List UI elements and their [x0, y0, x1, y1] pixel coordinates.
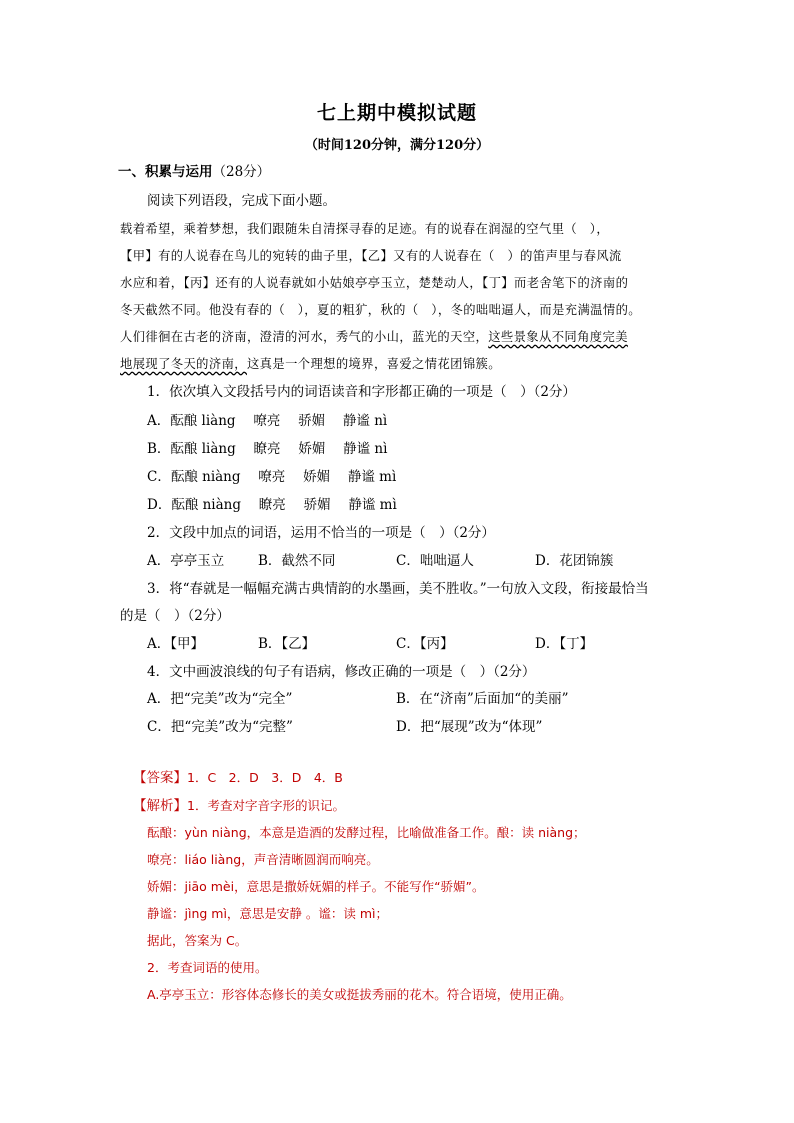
question-3-option-c: C．【丙】: [396, 636, 454, 652]
question-3-option-a: A．【甲】: [147, 636, 204, 652]
section-heading-text: 一、积累与运用: [118, 164, 213, 180]
analysis-label: 【解析】: [133, 798, 187, 814]
reading-instruction: 阅读下列语段，完成下面小题。: [147, 193, 336, 209]
page-subtitle: （时间120分钟，满分120分）: [304, 138, 490, 153]
wavy-underlined-text: 地展现了冬天的济南，: [120, 357, 247, 371]
analysis-line: [133, 796, 345, 816]
analysis-line: 2．考查词语的使用。: [147, 960, 268, 975]
answer-text: 1．C 2．D 3．D 4．B: [187, 770, 343, 785]
question-1-stem: 1．依次填入文段括号内的词语读音和字形都正确的一项是（ ）（2分）: [147, 384, 576, 400]
analysis-line: A.亭亭玉立：形容体态修长的美女或挺拔秀丽的花木。符合语境，使用正确。: [147, 987, 572, 1002]
question-2-option-d: D．花团锦簇: [535, 553, 614, 569]
analysis-line: 酝酿：yùn niàng，本意是造酒的发酵过程，比喻做准备工作。酿：读 niàng；: [147, 825, 586, 840]
section-score: （28分）: [212, 164, 271, 180]
question-4-option-a: A．把“完美”改为“完全”: [147, 691, 293, 707]
question-3-stem-continued: 的是（ ）（2分）: [120, 608, 230, 624]
passage-line: 冬天截然不同。他没有春的（ ），夏的粗犷，秋的（ ），冬的咄咄逼人，而是充满温情的。: [120, 303, 641, 317]
question-1-option-c: C．酝酿 niàng 嘹亮 娇媚 静谧 mì: [147, 469, 397, 485]
question-1-option-d: D．酝酿 niàng 瞭亮 骄媚 静谧 mì: [147, 497, 397, 513]
passage-text: 人们徘徊在古老的济南，澄清的河水，秀气的小山，蓝光的天空，: [120, 330, 489, 344]
passage-line: 【甲】有的人说春在鸟儿的宛转的曲子里，【乙】又有的人说春在（ ）的笛声里与春风流: [120, 249, 622, 263]
question-1-option-a: A．酝酿 liàng 嘹亮 骄媚 静谧 nì: [147, 413, 388, 429]
question-2-option-a: A．亭亭玉立: [147, 553, 225, 569]
question-1-option-b: B．酝酿 liàng 瞭亮 娇媚 静谧 nì: [147, 441, 388, 457]
question-4-option-d: D．把“展现”改为“体现”: [396, 719, 543, 735]
answer-label: 【答案】: [133, 770, 187, 786]
question-3-option-d: D．【丁】: [535, 636, 594, 652]
question-3-stem: 3．将“春就是一幅幅充满古典情韵的水墨画，美不胜收。”一句放入文段，衔接最恰当: [147, 581, 649, 597]
answer-line: [133, 768, 343, 788]
question-4-option-c: C．把“完美”改为“完整”: [147, 719, 293, 735]
wavy-underlined-text: 这些景象从不同角度完美: [488, 330, 628, 344]
question-4-stem: 4．文中画波浪线的句子有语病，修改正确的一项是（ ）（2分）: [147, 664, 536, 680]
analysis-line: 娇媚：jiāo mèi，意思是撒娇妩媚的样子。不能写作“骄媚”。: [147, 879, 485, 894]
passage-line: 载着希望，乘着梦想，我们跟随朱自清探寻春的足迹。有的说春在润湿的空气里（ ），: [120, 222, 610, 236]
analysis-text: 1．考查对字音字形的识记。: [187, 798, 345, 813]
analysis-line: 嘹亮：liáo liàng，声音清晰圆润而响亮。: [147, 852, 379, 867]
section-heading: [118, 162, 270, 182]
passage-line: 水应和着，【丙】还有的人说春就如小姑娘亭亭玉立，楚楚动人，【丁】而老舍笔下的济南的: [120, 276, 629, 290]
passage-line: [120, 327, 628, 347]
question-3-option-b: B．【乙】: [258, 636, 316, 652]
page-title: 七上期中模拟试题: [316, 102, 477, 124]
question-4-option-b: B．在“济南”后面加“的美丽”: [396, 691, 569, 707]
question-2-option-b: B．截然不同: [258, 553, 336, 569]
passage-line: [120, 354, 501, 374]
question-2-option-c: C．咄咄逼人: [396, 553, 474, 569]
passage-text: 这真是一个理想的境界，喜爱之情花团锦簇。: [246, 357, 501, 371]
analysis-line: 静谧：jìng mì，意思是安静 。谧：读 mì；: [147, 906, 389, 921]
question-2-stem: 2．文段中加点的词语，运用不恰当的一项是（ ）（2分）: [147, 525, 495, 541]
analysis-line: 据此，答案为 C。: [147, 933, 248, 948]
